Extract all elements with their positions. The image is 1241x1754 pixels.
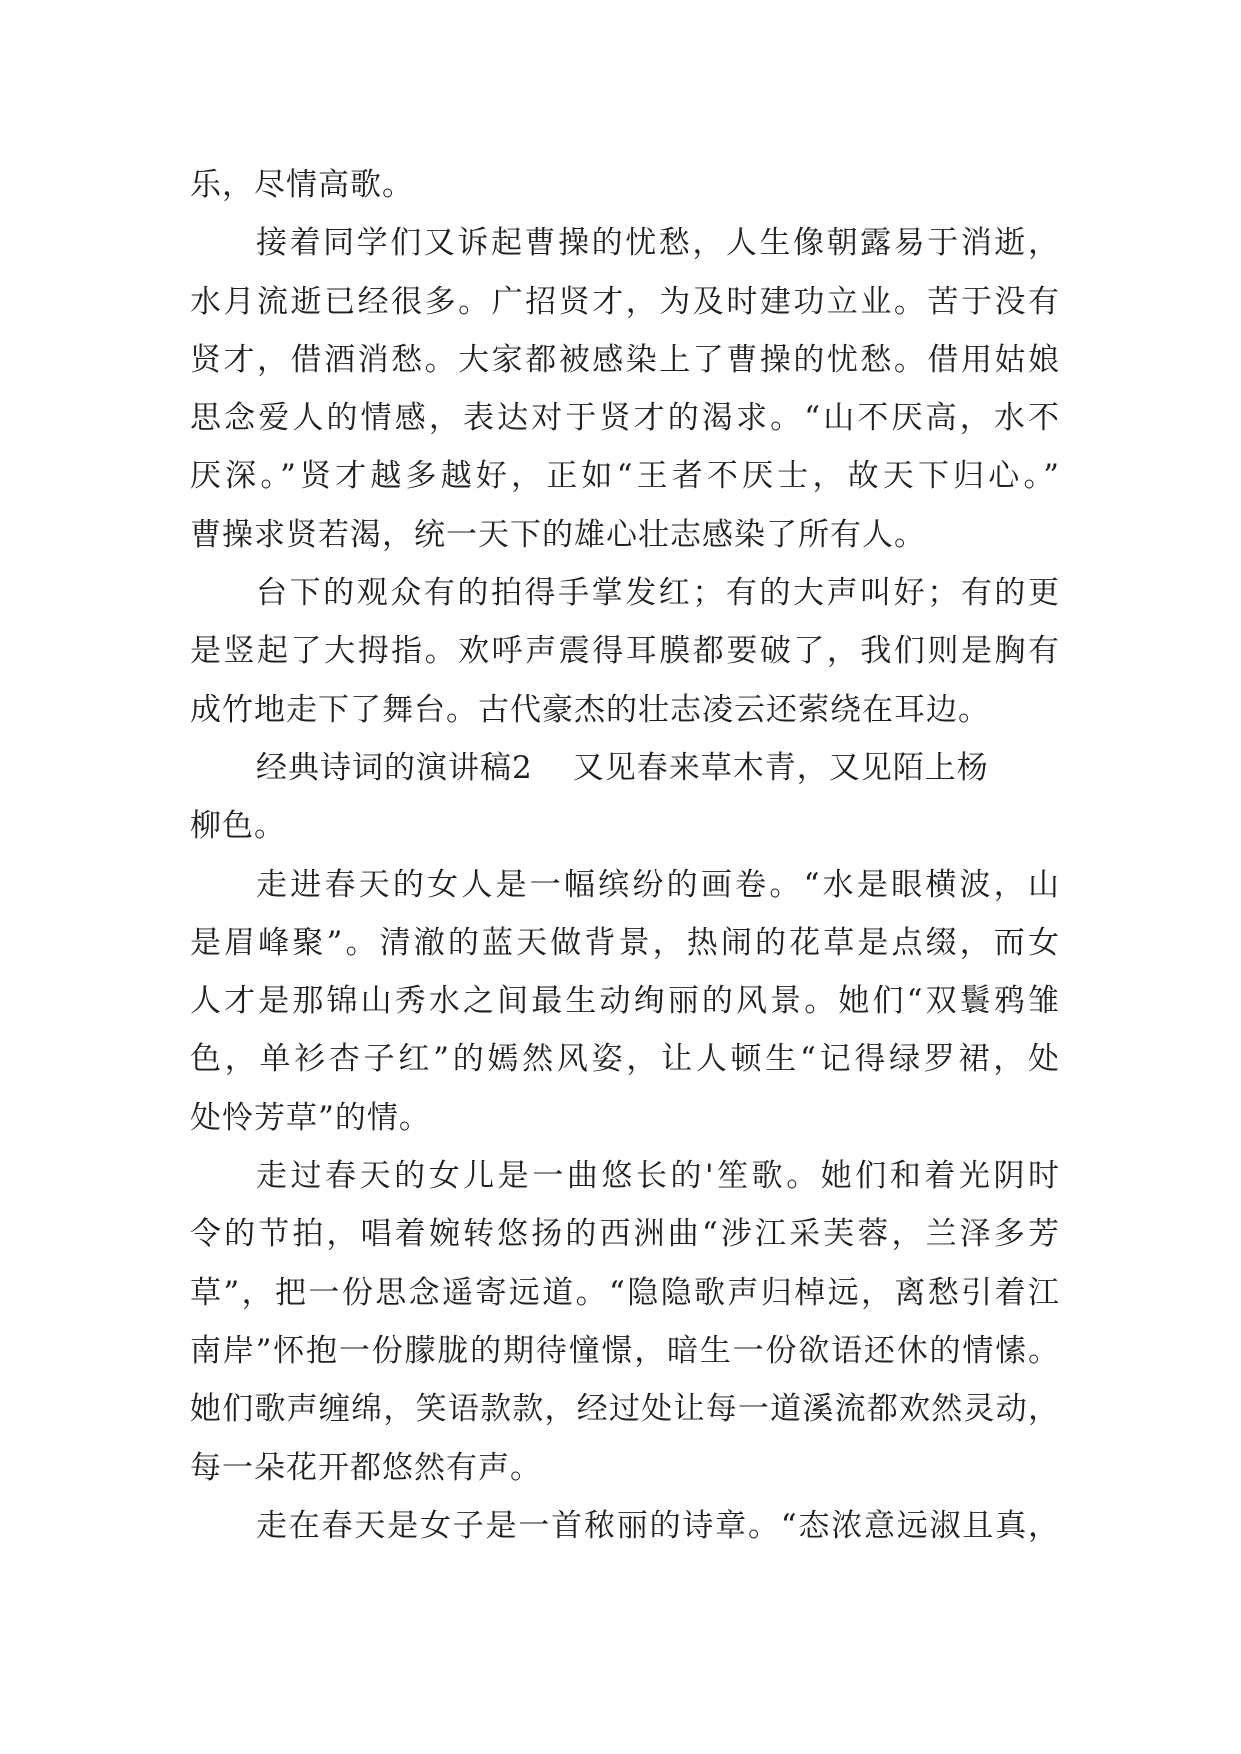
text-line: 是竖起了大拇指。欢呼声震得耳膜都要破了，我们则是胸有 <box>190 633 1060 670</box>
text-line: 乐，尽情高歌。 <box>190 167 414 203</box>
section-title-line <box>190 739 1060 797</box>
text-line: 她们歌声缠绵，笑语款款，经过处让每一道溪流都欢然灵动， <box>190 1391 1060 1428</box>
text-line: 人才是那锦山秀水之间最生动绚丽的风景。她们“双鬟鸦雏 <box>190 983 1060 1020</box>
text-line: 思念爱人的情感，表达对于贤才的渴求。“山不厌高，水不 <box>190 400 1060 437</box>
text-line: 处怜芳草”的情。 <box>190 1099 431 1136</box>
text-line: 接着同学们又诉起曹操的忧愁，人生像朝露易于消逝， <box>256 225 1060 262</box>
text-line: 台下的观众有的拍得手掌发红；有的大声叫好；有的更 <box>256 575 1060 612</box>
text-line: 是眉峰聚”。清澈的蓝天做背景，热闹的花草是点缀，而女 <box>190 924 1060 961</box>
text-line: 成竹地走下了舞台。古代豪杰的壮志凌云还萦绕在耳边。 <box>190 691 990 728</box>
section-title: 经典诗词的演讲稿2 <box>256 749 533 786</box>
text-line: 草”，把一份思念遥寄远道。“隐隐歌声归棹远，离愁引着江 <box>190 1274 1060 1311</box>
text-line: 走过春天的女儿是一曲悠长的'笙歌。她们和着光阴时 <box>256 1158 1060 1195</box>
text-line: 水月流逝已经很多。广招贤才，为及时建功立业。苦于没有 <box>190 283 1060 320</box>
text-line: 厌深。”贤才越多越好，正如“王者不厌士，故天下归心。” <box>190 458 1060 495</box>
text-line: 柳色。 <box>190 808 286 845</box>
text-line: 贤才，借酒消愁。大家都被感染上了曹操的忧愁。借用姑娘 <box>190 341 1060 378</box>
text-line: 走在春天是女子是一首秾丽的诗章。“态浓意远淑且真， <box>256 1507 1060 1544</box>
text-line: 南岸”怀抱一份朦胧的期待憧憬，暗生一份欲语还休的情愫。 <box>190 1332 1060 1369</box>
document-body <box>190 156 1060 1555</box>
text-line: 令的节拍，唱着婉转悠扬的西洲曲“涉江采芙蓉，兰泽多芳 <box>190 1216 1060 1253</box>
text-line: 色，单衫杏子红”的嫣然风姿，让人顿生“记得绿罗裙，处 <box>190 1041 1060 1078</box>
text-line: 走进春天的女人是一幅缤纷的画卷。“水是眼横波，山 <box>256 866 1060 903</box>
text-line: 又见春来草木青，又见陌上杨 <box>572 749 989 786</box>
text-line: 曹操求贤若渴，统一天下的雄心壮志感染了所有人。 <box>190 516 926 553</box>
text-line: 每一朵花开都悠然有声。 <box>190 1449 542 1486</box>
